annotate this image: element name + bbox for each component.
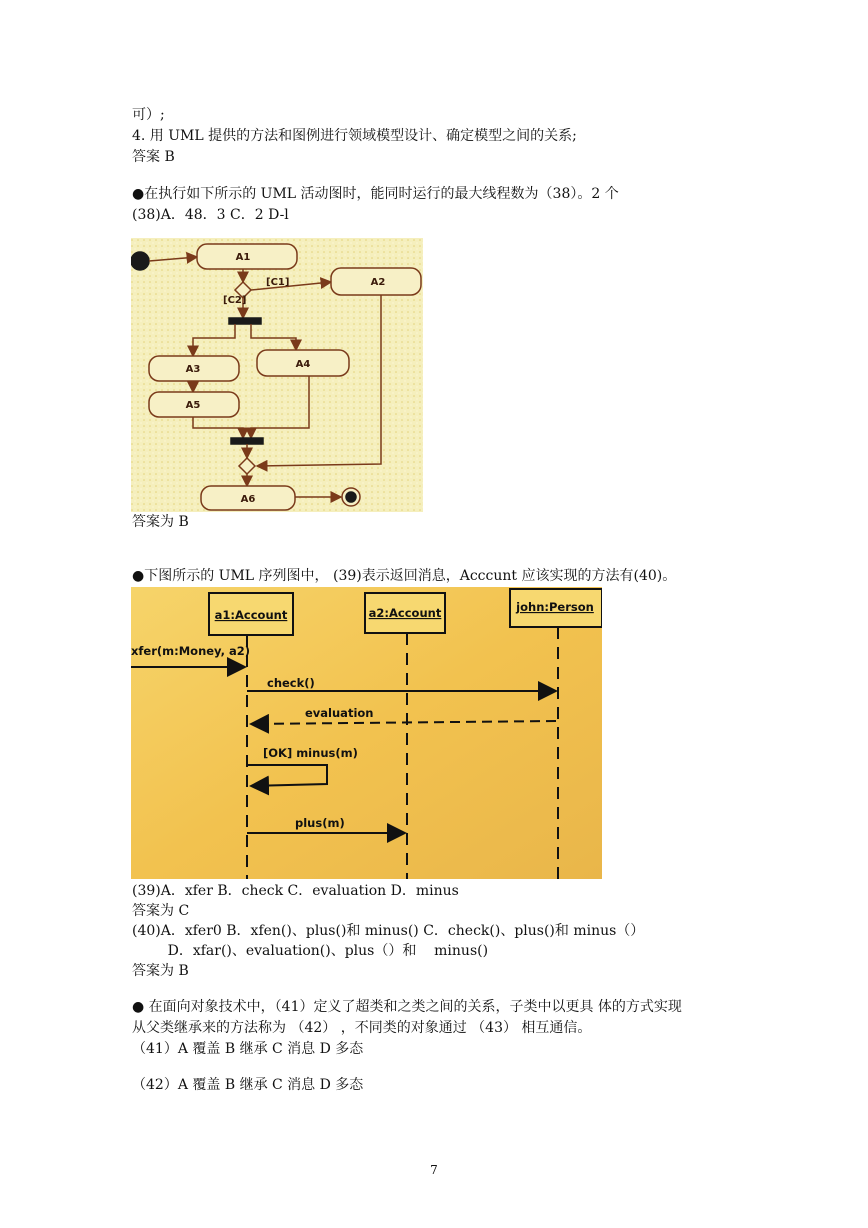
lifeline-label: john:Person (516, 600, 594, 614)
node-label: A2 (370, 277, 386, 288)
question-41: 从父类继承来的方法称为 （42） ，不同类的对象通过 （43） 相互通信。 (132, 1020, 592, 1036)
fork-bar (229, 318, 261, 324)
question-38-options: (38)A．48．3 C．2 D-l (132, 207, 289, 223)
question-40-options: (40)A．xfer0 B．xfen()、plus()和 minus() C．check()、plus()和 minus（） (132, 923, 645, 939)
sequence-diagram-figure (131, 587, 602, 879)
question-42-options: （42）A 覆盖 B 继承 C 消息 D 多态 (132, 1077, 364, 1093)
answer-38: 答案为 B (132, 514, 189, 530)
node-label: A4 (295, 359, 311, 370)
message-label: [OK] minus(m) (263, 746, 358, 760)
activity-diagram-svg (131, 238, 423, 512)
guard-label: [C2] (223, 295, 247, 306)
activity-diagram-figure (131, 238, 423, 512)
lifeline-label: a1:Account (214, 608, 288, 622)
node-label: A3 (185, 364, 201, 375)
text-line: 可）; (132, 107, 165, 123)
message-label: plus(m) (295, 816, 345, 830)
sequence-diagram-svg (131, 587, 602, 879)
message-label: xfer(m:Money, a2) (131, 644, 251, 658)
node-label: A1 (235, 252, 251, 263)
page-number: 7 (430, 1163, 438, 1177)
question-40-options: D．xfar()、evaluation()、plus（）和 minus() (132, 943, 489, 959)
node-label: A6 (240, 494, 256, 505)
message-label: check() (267, 676, 315, 690)
question-39-options: (39)A．xfer B．check C．evaluation D．minus (132, 883, 459, 899)
question-39: ●下图所示的 UML 序列图中， (39)表示返回消息，Acccunt 应该实现的方法有(40)。 (132, 568, 677, 584)
join-bar (231, 438, 263, 444)
question-38: ●在执行如下所示的 UML 活动图时，能同时运行的最大线程数为（38）。2 个 (132, 186, 619, 202)
question-41-options: （41）A 覆盖 B 继承 C 消息 D 多态 (132, 1041, 364, 1057)
guard-label: [C1] (266, 277, 290, 288)
answer-40: 答案为 B (132, 963, 189, 979)
answer-39: 答案为 C (132, 903, 190, 919)
initial-node (131, 252, 149, 270)
lifeline-label: a2:Account (368, 606, 442, 620)
question-41: ● 在面向对象技术中，（41）定义了超类和之类之间的关系，子类中以更具 体的方式实现 (132, 999, 682, 1015)
message-label: evaluation (305, 706, 374, 720)
node-label: A5 (185, 400, 201, 411)
text-line: 4. 用 UML 提供的方法和图例进行领域模型设计、确定模型之间的关系; (132, 128, 577, 144)
answer-line: 答案 B (132, 149, 175, 165)
